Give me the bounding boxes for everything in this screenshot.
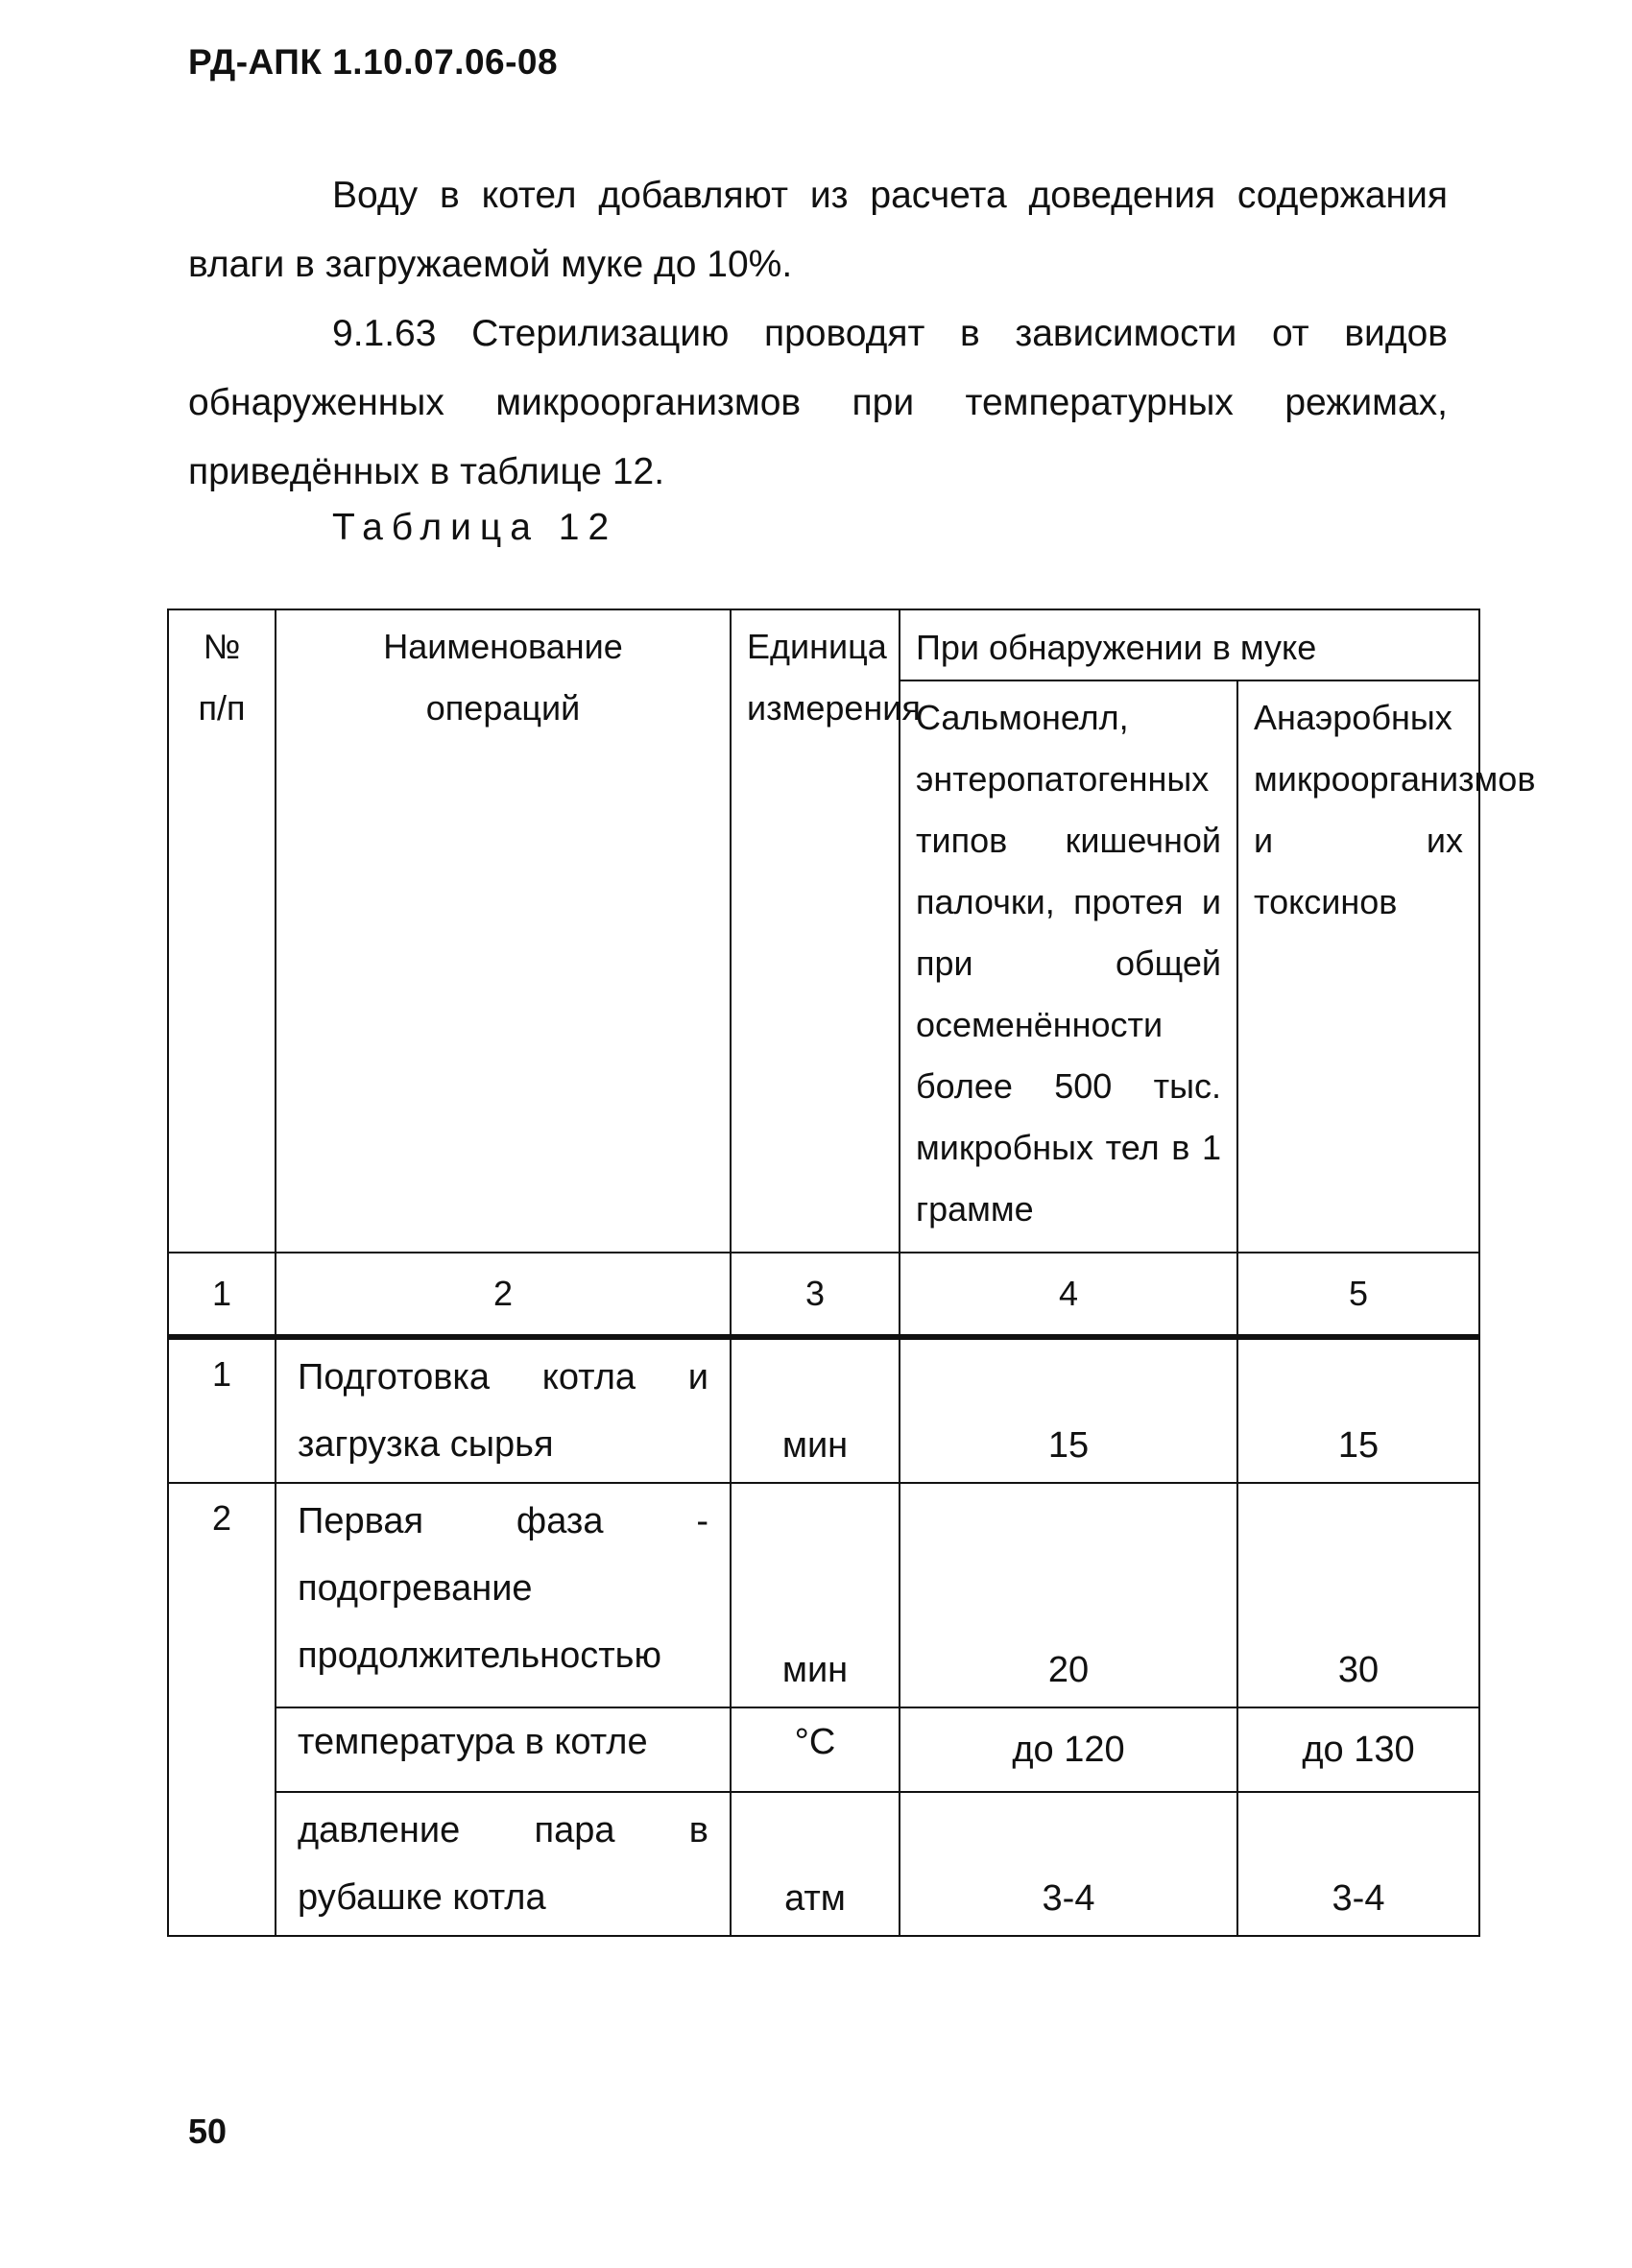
- row-unit: атм: [731, 1792, 900, 1936]
- paragraph-sterilization: [188, 299, 1448, 507]
- row-num: 1: [168, 1337, 276, 1483]
- row-value-col5: до 130: [1237, 1707, 1479, 1792]
- document-code: РД-АПК 1.10.07.06-08: [188, 42, 559, 82]
- header-group-text: При обнаружении в муке: [916, 628, 1317, 667]
- header-col4: [900, 680, 1237, 1253]
- paragraph-water: [188, 161, 1448, 299]
- header-num-text: № п/п: [198, 627, 246, 728]
- row-num: 2: [168, 1483, 276, 1936]
- table-row: [168, 1792, 1479, 1936]
- header-col5: [1237, 680, 1536, 1253]
- row-value-col4: 15: [900, 1337, 1237, 1483]
- table-caption: Таблица 12: [332, 507, 618, 548]
- col-number-3: 3: [731, 1253, 900, 1337]
- row-value-col4: 20: [900, 1483, 1237, 1707]
- header-num: [168, 609, 276, 1253]
- row-name: Подготовка котла и загрузка сырья: [276, 1337, 731, 1483]
- col-number-4: 4: [900, 1253, 1237, 1337]
- paragraph-sterilization-text: 9.1.63 Стерилизацию проводят в зависимости от видов обнаруженных микроорганизмов при температурных режимах, приведённых в таблице 12.: [188, 313, 1448, 492]
- col-number-1: 1: [168, 1253, 276, 1337]
- table-row: [168, 1337, 1479, 1483]
- row-value-col5: 30: [1237, 1483, 1479, 1707]
- header-col5-text: Анаэробных микроорганизмов и их токсинов: [1254, 698, 1536, 921]
- row-value-col4: 3-4: [900, 1792, 1237, 1936]
- col-number-5: 5: [1237, 1253, 1479, 1337]
- column-numbering-row: [168, 1253, 1479, 1337]
- header-unit-text: Единица измерения: [747, 627, 921, 728]
- col-number-2: 2: [276, 1253, 731, 1337]
- paragraph-water-text: Воду в котел добавляют из расчета доведения содержания влаги в загружаемой муке до 10%.: [188, 175, 1448, 285]
- row-value-col5: 3-4: [1237, 1792, 1479, 1936]
- table-row: [168, 1707, 1479, 1792]
- page-number: 50: [188, 2112, 228, 2151]
- row-value-col5: 15: [1237, 1337, 1479, 1483]
- row-unit: °С: [731, 1707, 900, 1792]
- header-unit: [731, 609, 921, 1253]
- header-name-text: Наименование операций: [383, 627, 623, 728]
- row-unit: мин: [731, 1337, 900, 1483]
- table-header-row-1: [168, 609, 1479, 680]
- sterilization-table: [167, 609, 1536, 1937]
- header-col4-text: Сальмонелл, энтеропатогенных типов кишечной палочки, протея и при общей осеменённости более 500 тыс. микробных тел в 1 грамме: [916, 698, 1221, 1229]
- row-name: температура в котле: [276, 1707, 731, 1792]
- row-unit: мин: [731, 1483, 900, 1707]
- row-value-col4: до 120: [900, 1707, 1237, 1792]
- header-group: [900, 609, 1479, 680]
- row-name: давление пара в рубашке котла: [276, 1792, 731, 1936]
- header-name: [276, 609, 731, 1253]
- row-name: Первая фаза - подогревание продолжительностью: [276, 1483, 731, 1707]
- table-row: [168, 1483, 1479, 1707]
